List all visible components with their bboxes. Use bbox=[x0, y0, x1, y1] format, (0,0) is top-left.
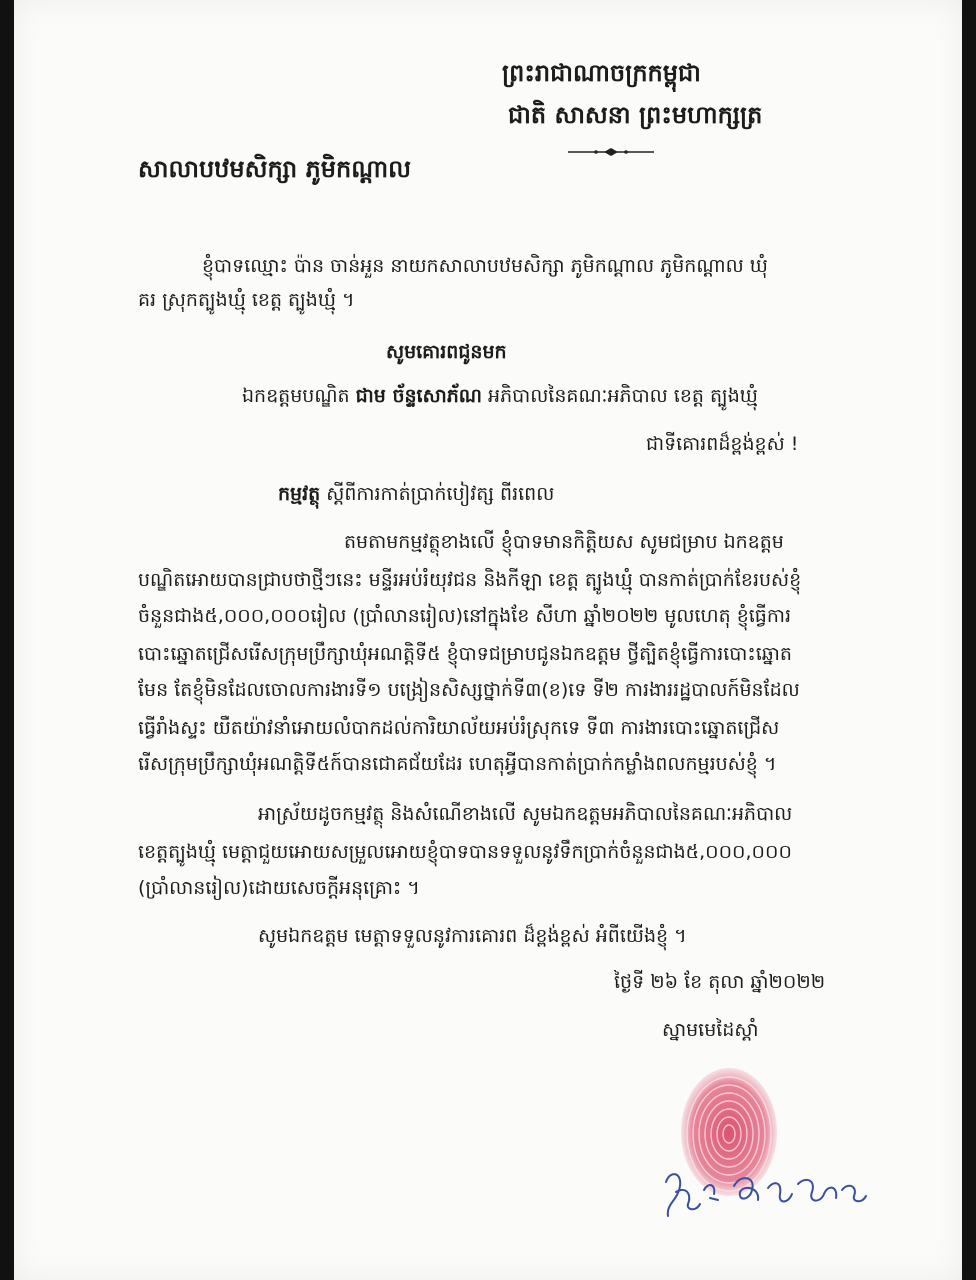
respectfully-to: សូមគោរពជូនមក bbox=[386, 341, 507, 363]
national-motto: ជាតិ សាសនា ព្រះមហាក្សត្រ bbox=[508, 101, 763, 129]
ornament-divider bbox=[566, 146, 656, 158]
kingdom-header: ព្រះរាជាណាចក្រកម្ពុជា bbox=[502, 59, 701, 87]
paragraph-2-line: ខេត្តត្បូងឃ្មុំ មេត្តាជួយអោយសម្រួលអោយខ្ញុំបាទបានទទួលនូវទឹកប្រាក់ចំនួនជាង៥,០០០,០០០ bbox=[138, 841, 792, 863]
paragraph-2-line: (ប្រាំលានរៀល)ដោយសេចក្តីអនុគ្រោះ ។ bbox=[138, 877, 420, 899]
subject-label: កម្មវត្ថុ bbox=[278, 483, 321, 505]
paragraph-2-line: អាស្រ័យដូចកម្មវត្ថុ និងសំណើខាងលើ សូមឯកឧត្តមអភិបាលនៃគណៈអភិបាល bbox=[258, 803, 793, 825]
closing-line: សូមឯកឧត្តម មេត្តាទទួលនូវការគោរព ដ៏ខ្ពង់ខ្ពស់ អំពីយើងខ្ញុំ ។ bbox=[258, 925, 687, 947]
signature-drawing bbox=[656, 1160, 876, 1230]
recipient-prefix: ឯកឧត្តមបណ្ឌិត bbox=[242, 385, 356, 407]
subject-text: ស្តីពីការកាត់ប្រាក់បៀវត្ស ពីរពេល bbox=[320, 483, 555, 505]
paragraph-1-line: តមតាមកម្មវត្ថុខាងលើ ខ្ញុំបាទមានកិត្តិយស សូមជម្រាប ឯកឧត្តម bbox=[344, 531, 784, 553]
subject-line bbox=[278, 482, 554, 510]
intro-line-1: ខ្ញុំបាទឈ្មោះ ប៉ាន ចាន់អួន នាយកសាលាបឋមសិក្សា ភូមិកណ្តាល ភូមិកណ្តាល ឃុំ bbox=[202, 255, 768, 277]
paragraph-1-line: មែន តែខ្ញុំមិនដែលចោលការងារទី១ បង្រៀនសិស្សថ្នាក់ទី៣(ខ)ទេ ទី២ ការងាររដ្ឋបាលក៍មិនដែល bbox=[138, 679, 800, 701]
intro-line-2: គរ ស្រុកត្បូងឃ្មុំ ខេត្ត ត្បូងឃ្មុំ ។ bbox=[138, 289, 355, 311]
recipient-title: អភិបាលនៃគណៈអភិបាល ខេត្ត ត្បូងឃ្មុំ bbox=[481, 385, 758, 407]
paragraph-1-line: ចំនួនជាង៥,០០០,០០០រៀល (ប្រាំលានរៀល)នៅក្នុងខែ សីហា ឆ្នាំ២០២២ មូលហេតុ ខ្ញុំធ្វើការ bbox=[138, 605, 791, 627]
recipient-name: ជាម ច័ន្ទសោភ័ណ bbox=[355, 385, 482, 407]
paragraph-1-line: ធ្វើរាំងស្ទះ យឺតយ៉ាវនាំអោយលំបាកដល់ការិយាល័យអប់រំស្រុកទេ ទី៣ ការងារបោះឆ្នោតជ្រើស bbox=[138, 717, 780, 739]
paragraph-1-line: រើសក្រុមប្រឹក្សាឃុំអណត្តិទី៥ក៍បានជោគជ័យដែរ ហេតុអ្វីបានកាត់ប្រាក់កម្លាំងពលកម្មរបស់ខ្ញុំ ។ bbox=[138, 753, 777, 775]
school-name: សាលាបឋមសិក្សា ភូមិកណ្តាល bbox=[138, 155, 411, 183]
letter-date: ថ្ងៃទី ២៦ ខែ តុលា ឆ្នាំ២០២២ bbox=[614, 971, 826, 993]
paragraph-1-line: បោះឆ្នោតជ្រើសរើសក្រុមប្រឹក្សាឃុំអណត្តិទី៥ ខ្ញុំបាទជម្រាបជូនឯកឧត្តម ថ្វីត្បិតខ្ញុំធ្វើការបោះឆ្នោត bbox=[138, 643, 792, 665]
recipient-line bbox=[242, 384, 758, 412]
letter-page bbox=[14, 0, 962, 1280]
paragraph-1-line: បណ្ឌិតអោយបានជ្រាបថាថ្មីៗនេះ មន្ទីរអប់រំយុវជន និងកីឡា ខេត្ត ត្បូងឃ្មុំ បានកាត់ប្រាក់ខែរបស់ខ្ញុំ bbox=[138, 569, 802, 591]
recipient-honor: ជាទីគោរពដ៏ខ្ពង់ខ្ពស់ ! bbox=[646, 433, 799, 455]
thumbprint-label: ស្នាមមេដៃស្តាំ bbox=[662, 1019, 759, 1041]
